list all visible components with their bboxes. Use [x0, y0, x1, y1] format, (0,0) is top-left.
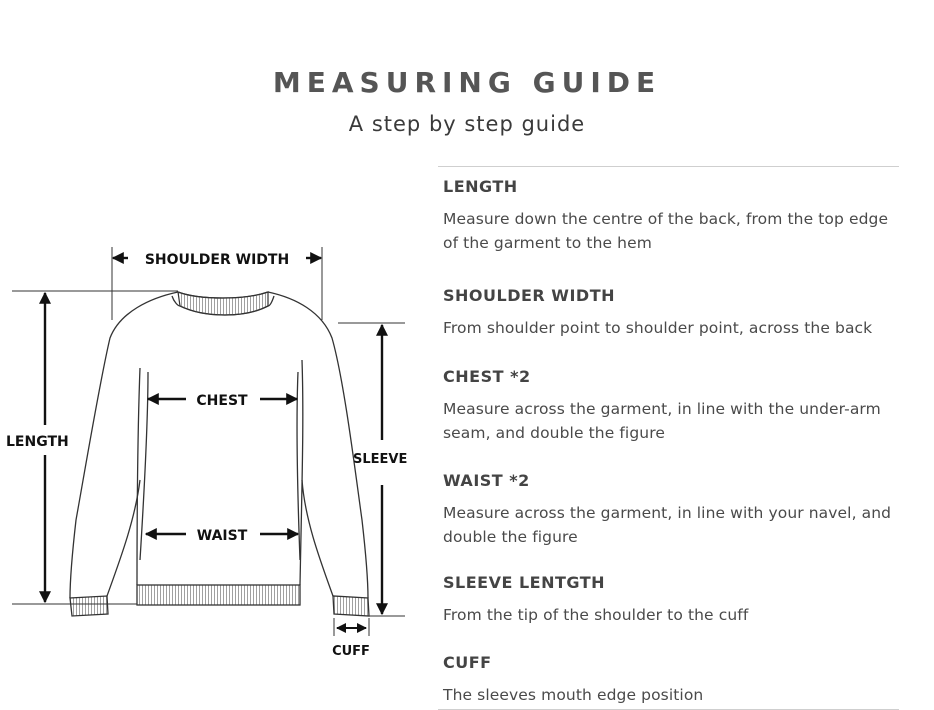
label-cuff: CUFF — [332, 644, 370, 659]
label-sleeve: SLEEVE — [353, 452, 408, 467]
list-item — [443, 573, 899, 627]
item-heading: WAIST *2 — [443, 471, 530, 490]
list-item — [443, 286, 899, 340]
label-chest: CHEST — [196, 393, 248, 409]
label-waist: WAIST — [196, 528, 248, 544]
item-heading: SLEEVE LENTGTH — [443, 573, 606, 592]
list-item — [443, 367, 899, 445]
list-item — [443, 471, 899, 549]
measurement-guide-list — [438, 166, 899, 710]
item-description: Measure down the centre of the back, from the top edge of the garment to the hem — [443, 210, 889, 252]
list-item — [443, 177, 899, 255]
label-shoulder-width: SHOULDER WIDTH — [144, 252, 290, 268]
item-description: Measure across the garment, in line with your navel, and double the figure — [443, 504, 892, 546]
item-heading: LENGTH — [443, 177, 518, 196]
item-description: From shoulder point to shoulder point, across the back — [443, 319, 873, 337]
list-item — [443, 653, 899, 707]
page-title: MEASURING GUIDE — [272, 66, 662, 99]
sweater-diagram — [0, 230, 430, 670]
item-heading: CUFF — [443, 653, 492, 672]
page-subtitle: A step by step guide — [348, 112, 586, 136]
item-description: The sleeves mouth edge position — [443, 686, 704, 704]
item-heading: SHOULDER WIDTH — [443, 286, 615, 305]
item-description: Measure across the garment, in line with the under-arm seam, and double the figure — [443, 400, 881, 442]
item-description: From the tip of the shoulder to the cuff — [443, 606, 749, 624]
collar-rib — [178, 292, 268, 315]
item-heading: CHEST *2 — [443, 367, 531, 386]
sweater-outline-icon — [70, 292, 369, 616]
label-length: LENGTH — [6, 434, 69, 450]
